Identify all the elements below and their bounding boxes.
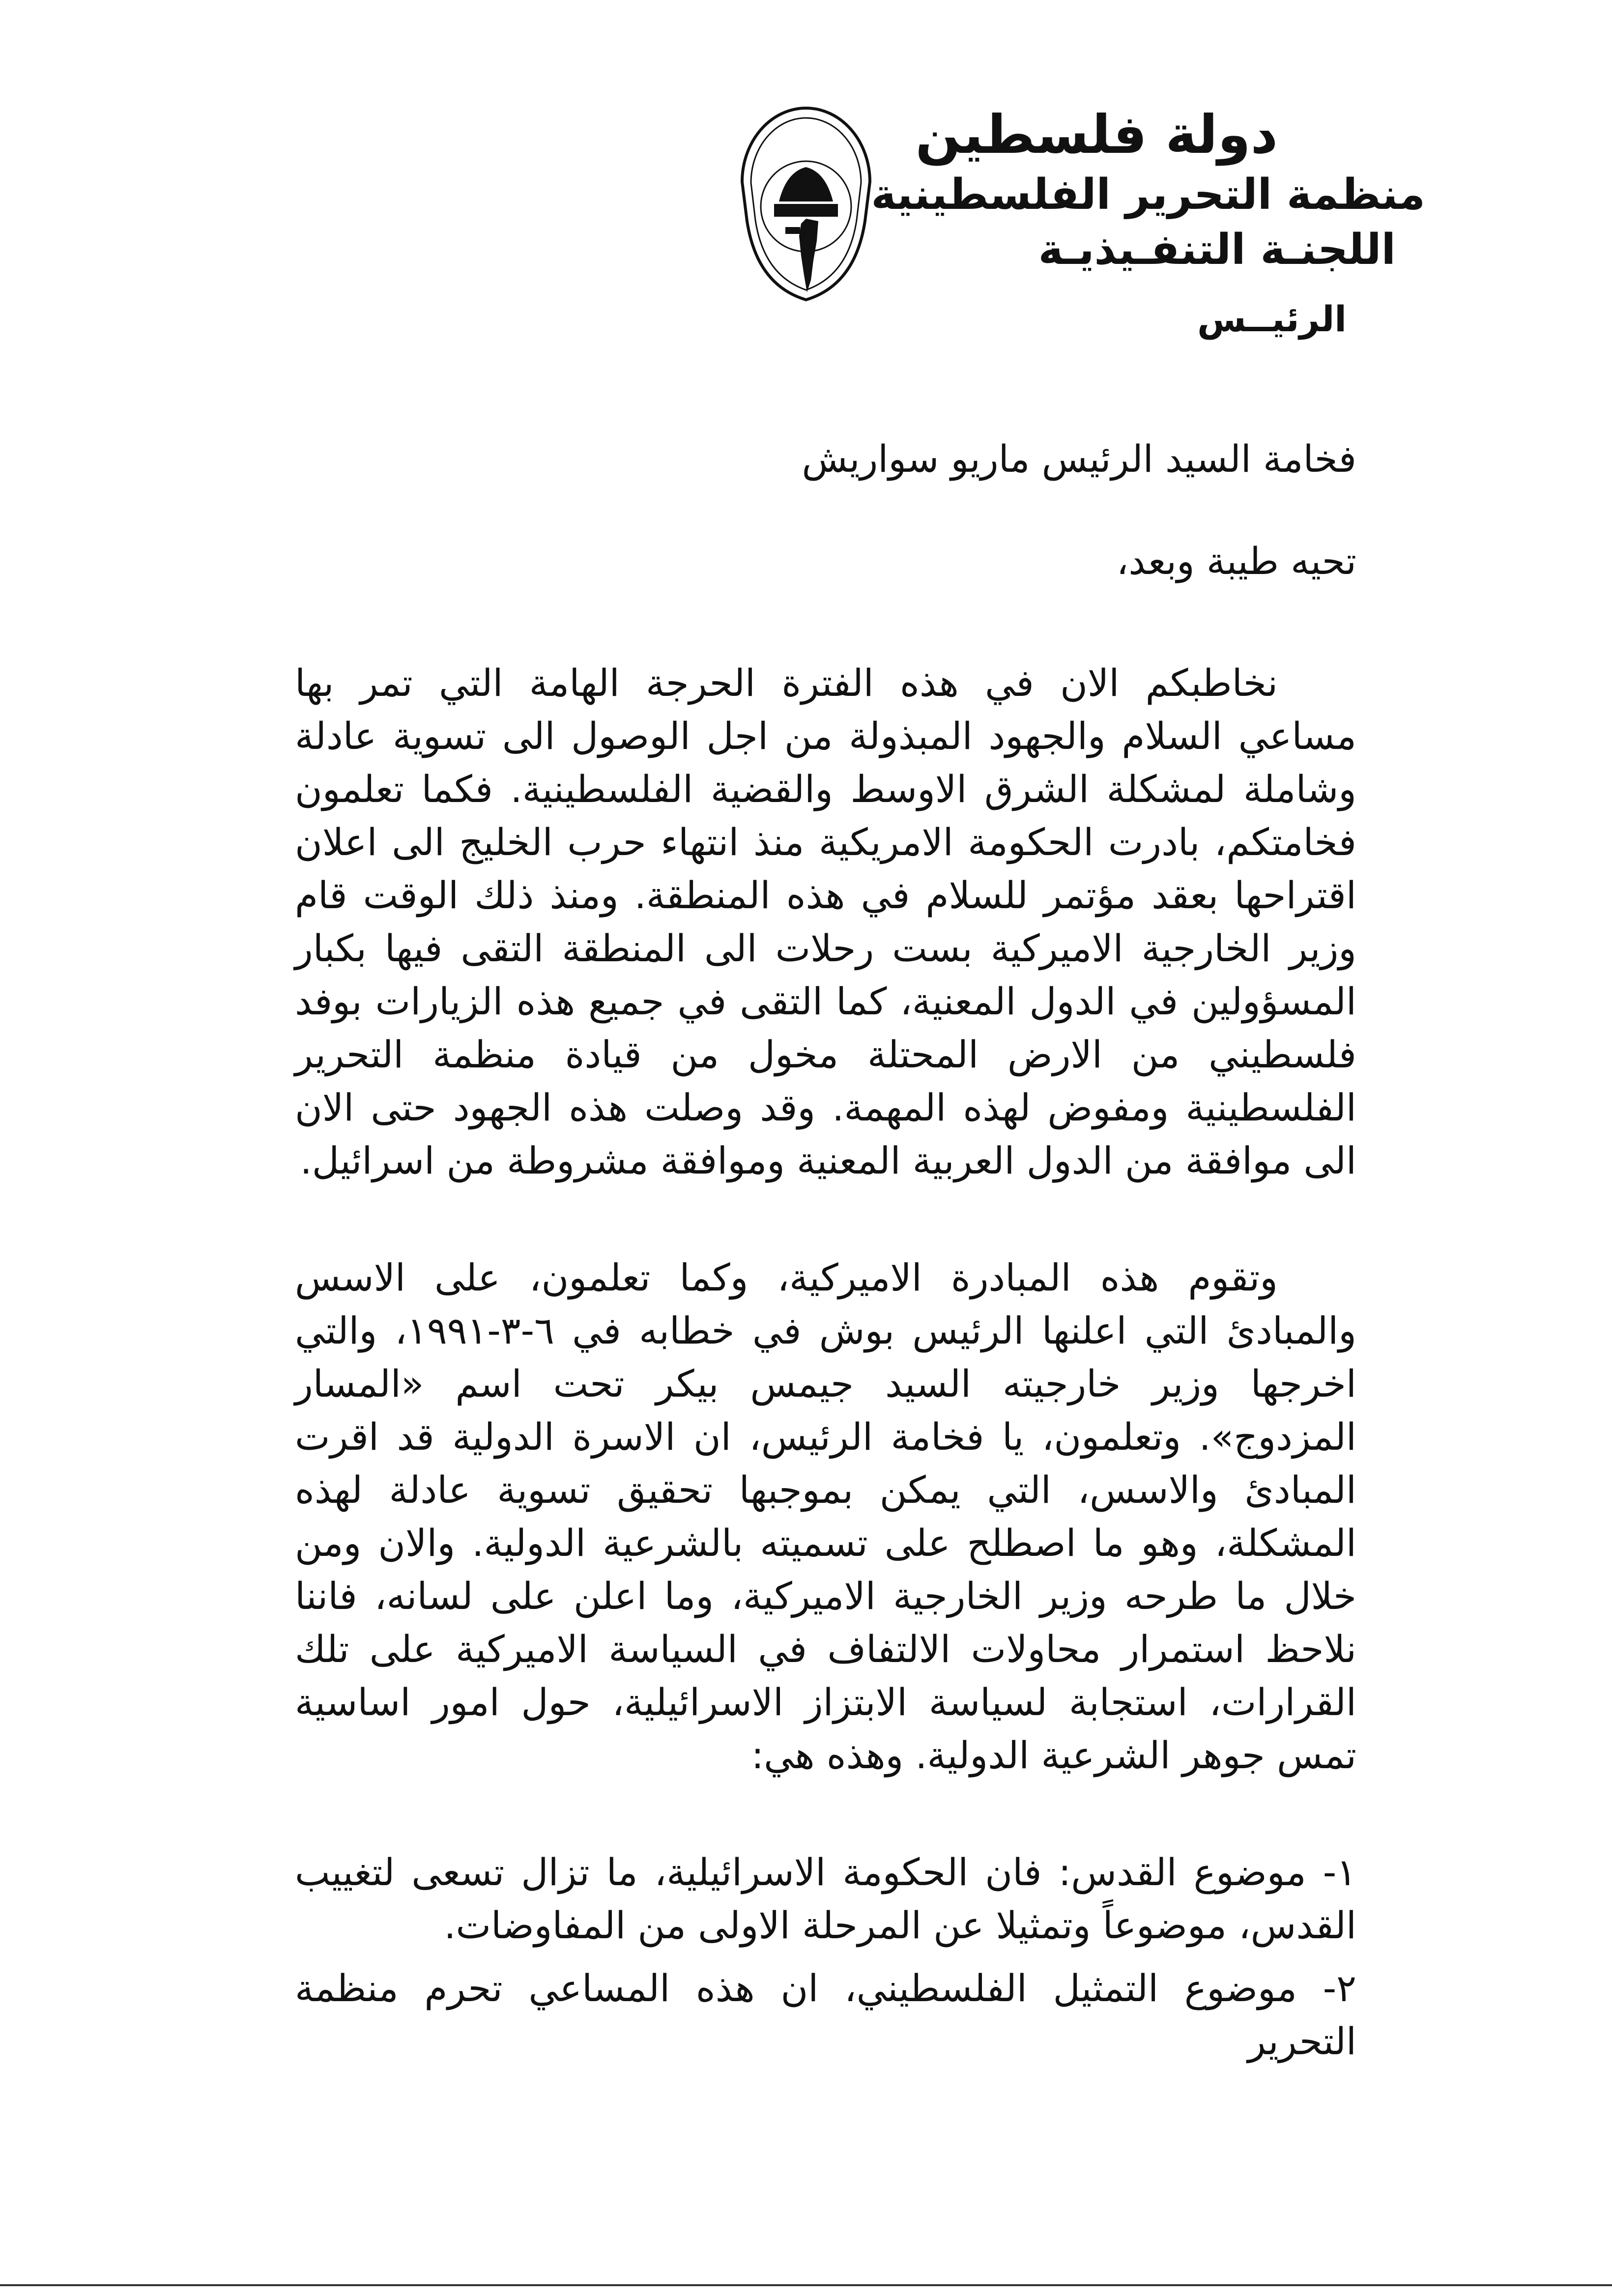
greeting: تحيه طيبة وبعد، <box>1116 539 1356 583</box>
scan-edge-line <box>0 2284 1612 2286</box>
letter-body <box>295 432 1356 2078</box>
list-item: ٢- موضوع التمثيل الفلسطيني، ان هذه المساعي تحرم منظمة التحرير <box>295 1966 1356 2063</box>
office-title: الرئيــس <box>1197 298 1347 340</box>
letterhead <box>871 103 1425 356</box>
salutation: فخامة السيد الرئيس ماريو سواريش <box>802 437 1356 481</box>
paragraph: وتقوم هذه المبادرة الاميركية، وكما تعلمون، على الاسس والمبادئ التي اعلنها الرئيس بوش في خطابه في ٦-٣-١٩٩١، والتي اخرجها وزير خارجيته السيد جيمس بيكر تحت اسم «المسار المزدوج». وتعلمون، يا فخامة الرئيس، ان الاسرة الدولية قد اقرت المبادئ والاسس، التي يمكن بموجبها تحقيق تسوية عادلة لهذه المشكلة، وهو ما اصطلح على تسميته بالشرعية الدولية. والان ومن خلال ما طرحه وزير الخارجية الاميركية، وما اعلن على لسانه، فاننا نلاحظ استمرار محاولات الالتفاف في السياسة الاميركية على تلك القرارات، استجابة لسياسة الابتزاز الاسرائيلية، حول امور اساسية تمس جوهر الشرعية الدولية. وهذه هي: <box>295 1256 1356 1777</box>
state-title: دولة فلسطين <box>915 104 1278 166</box>
plo-emblem <box>732 98 880 305</box>
plo-emblem-icon <box>732 98 880 305</box>
list-item: ١- موضوع القدس: فان الحكومة الاسرائيلية، ما تزال تسعى لتغييب القدس، موضوعاً وتمثيلا عن المرحلة الاولى من المفاوضات. <box>295 1850 1356 1947</box>
committee-title: اللجنـة التنفـيذيـة <box>1038 225 1396 274</box>
organization-title: منظمة التحرير الفلسطينية <box>871 170 1425 219</box>
paragraph: نخاطبكم الان في هذه الفترة الحرجة الهامة التي تمر بها مساعي السلام والجهود المبذولة من اجل الوصول الى تسوية عادلة وشاملة لمشكلة الشرق الاوسط والقضية الفلسطينية. فكما تعلمون فخامتكم، بادرت الحكومة الامريكية منذ انتهاء حرب الخليج الى اعلان اقتراحها بعقد مؤتمر للسلام في هذه المنطقة. ومنذ ذلك الوقت قام وزير الخارجية الاميركية بست رحلات الى المنطقة التقى فيها بكبار المسؤولين في الدول المعنية، كما التقى في جميع هذه الزيارات بوفد فلسطيني من الارض المحتلة مخول من قيادة منظمة التحرير الفلسطينية ومفوض لهذه المهمة. وقد وصلت هذه الجهود حتى الان الى موافقة من الدول العربية المعنية وموافقة مشروطة من اسرائيل. <box>295 661 1356 1182</box>
